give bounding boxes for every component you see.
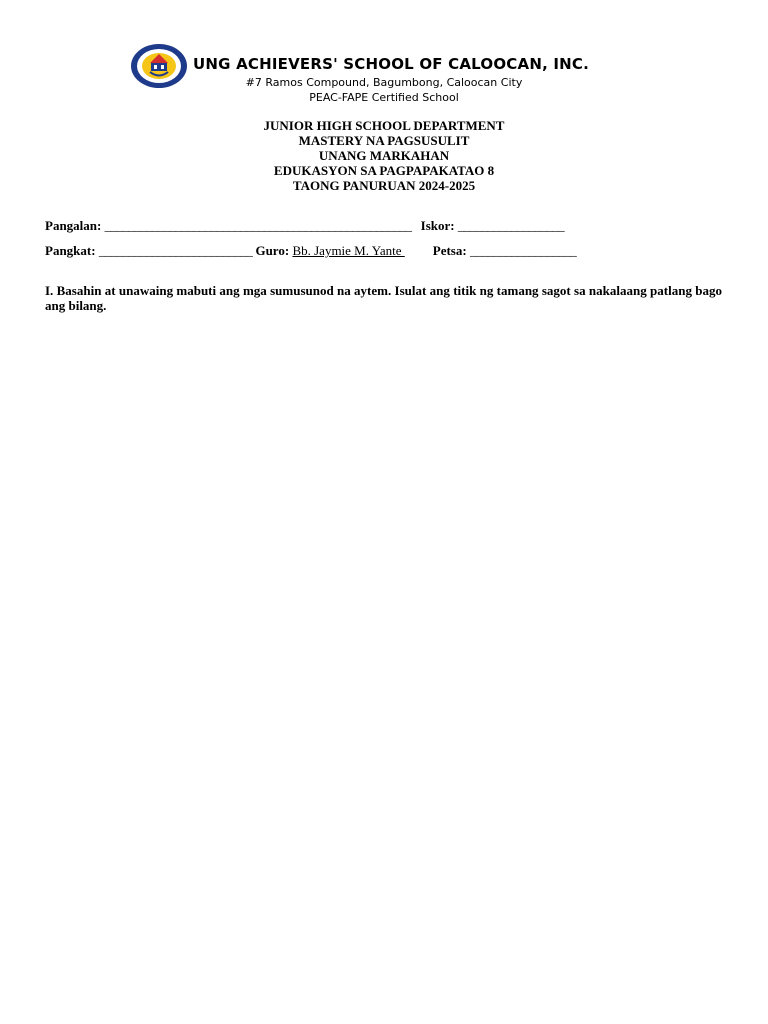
date-blank: __________________ — [469, 243, 577, 258]
instructions-paragraph: I. Basahin at unawaing mabuti ang mga sumusunod na aytem. Isulat ang titik ng tamang sagot sa nakalaang patlang bago ang bilang. — [45, 283, 722, 313]
teacher-label: Guro: — [255, 243, 290, 258]
date-label: Petsa: — [432, 243, 467, 258]
name-blank: ____________________________________________________ — [104, 218, 412, 233]
school-address: #7 Ramos Compound, Bagumbong, Caloocan City — [245, 76, 523, 89]
department-title: JUNIOR HIGH SCHOOL DEPARTMENT — [263, 118, 505, 133]
school-name: UNG ACHIEVERS' SCHOOL OF CALOOCAN, INC. — [193, 55, 590, 73]
certification-line: PEAC-FAPE Certified School — [309, 91, 459, 104]
teacher-name: Bb. Jaymie M. Yante — [292, 243, 405, 258]
section-teacher-date-row — [45, 243, 576, 259]
name-score-row — [45, 218, 564, 234]
name-label: Pangalan: — [45, 218, 102, 233]
exam-type-title: MASTERY NA PAGSUSULIT — [298, 133, 470, 148]
document-header — [0, 0, 768, 110]
quarter-title: UNANG MARKAHAN — [318, 148, 450, 163]
subject-title: EDUKASYON SA PAGPAPAKATAO 8 — [273, 163, 495, 178]
school-year-title: TAONG PANURUAN 2024-2025 — [292, 178, 476, 193]
score-blank: __________________ — [457, 218, 565, 233]
section-blank: __________________________ — [98, 243, 253, 258]
exam-titles — [0, 118, 768, 193]
score-label: Iskor: — [420, 218, 455, 233]
section-label: Pangkat: — [45, 243, 96, 258]
